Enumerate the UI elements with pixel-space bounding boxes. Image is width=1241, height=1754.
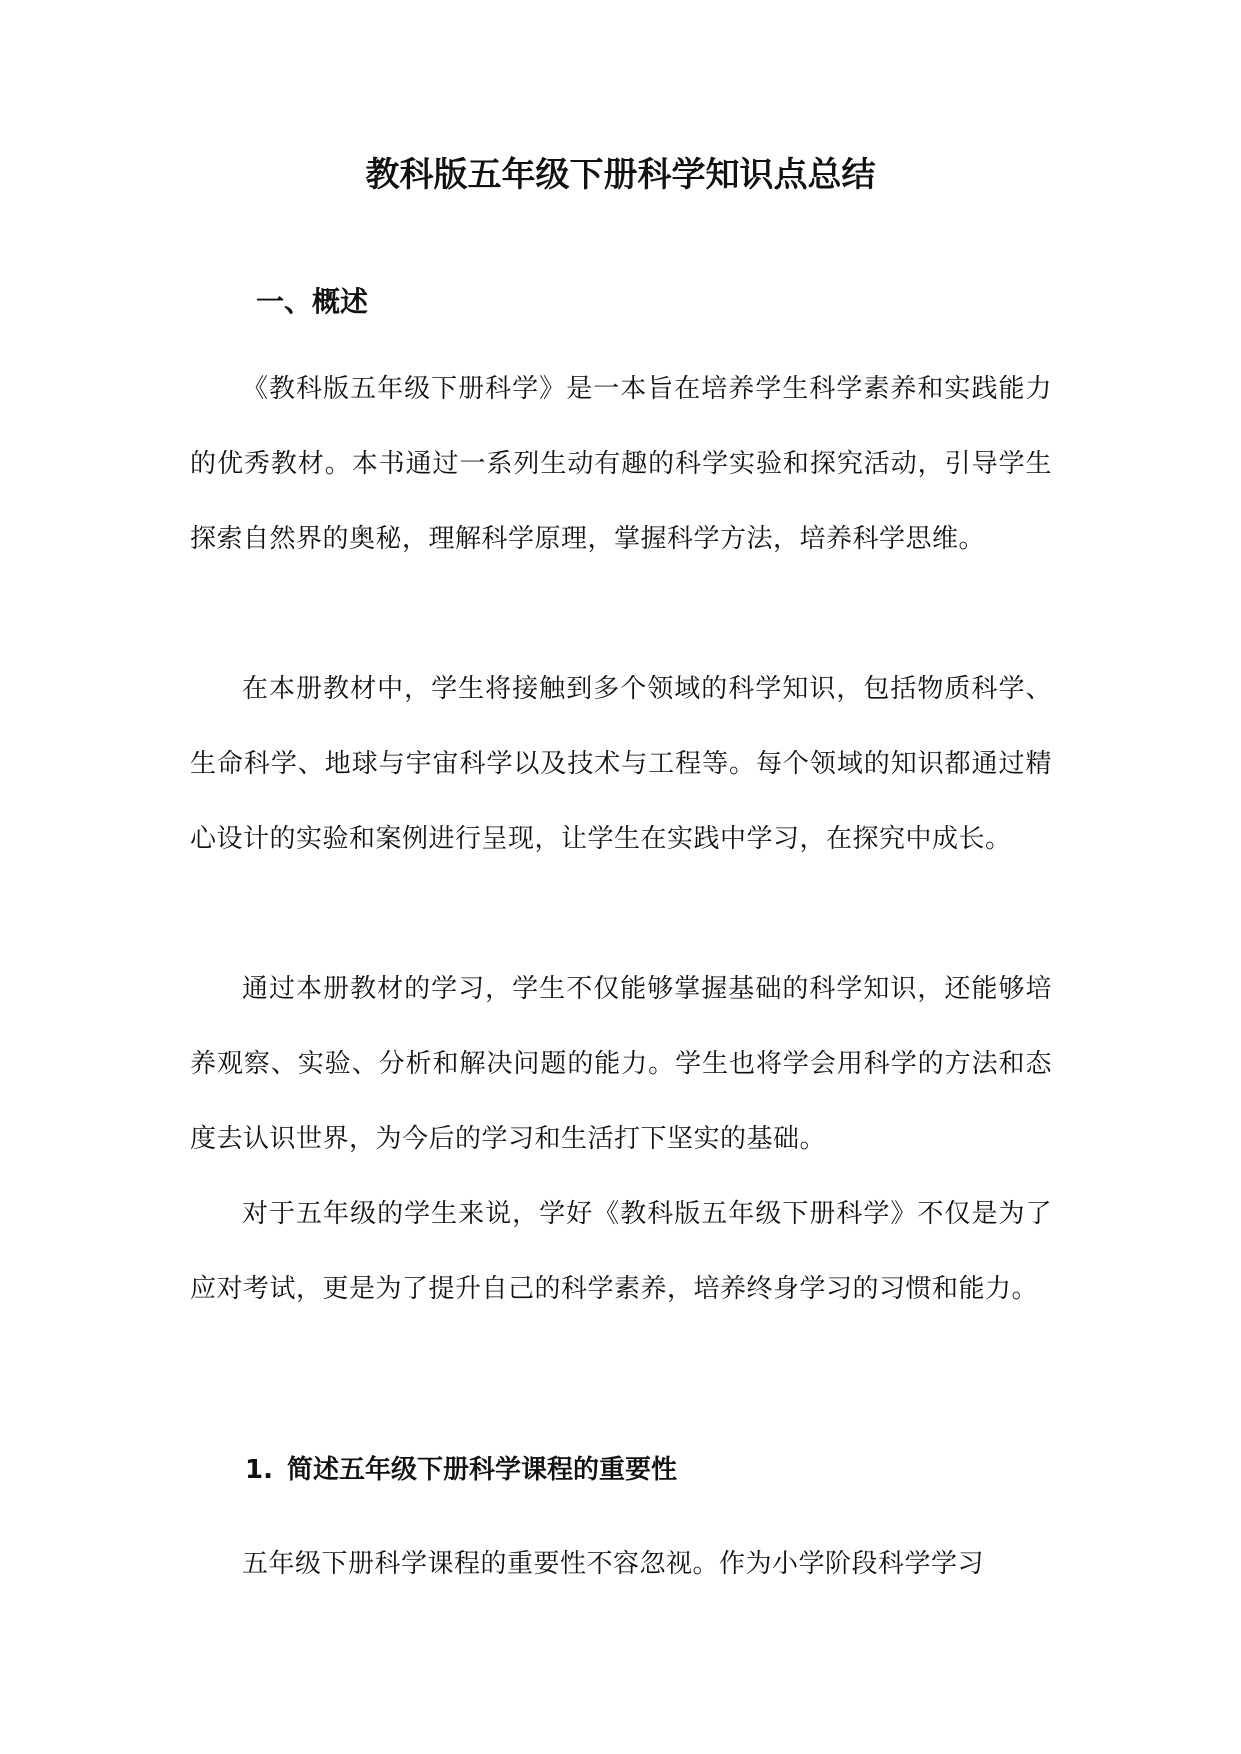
paragraph-1: 《教科版五年级下册科学》是一本旨在培养学生科学素养和实践能力的优秀教材。本书通过一系列生动有趣的科学实验和探究活动，引导学生探索自然界的奥秘，理解科学原理，掌握科学方法，培养科学思维。 [190,374,1052,554]
paragraph-4: 对于五年级的学生来说，学好《教科版五年级下册科学》不仅是为了应对考试，更是为了提升自己的科学素养，培养终身学习的习惯和能力。 [190,1199,1052,1304]
document-title: 教科版五年级下册科学知识点总结 [365,155,876,195]
paragraph-5: 五年级下册科学课程的重要性不容忽视。作为小学阶段科学学习 [242,1549,985,1579]
paragraph-3: 通过本册教材的学习，学生不仅能够掌握基础的科学知识，还能够培养观察、实验、分析和解决问题的能力。学生也将学会用科学的方法和态度去认识世界，为今后的学习和生活打下坚实的基础。 [190,974,1052,1154]
section-heading-overview: 一、概述 [256,285,369,318]
subsection-number: 1. [245,1455,273,1485]
subsection-heading [245,1450,677,1490]
subsection-title: 简述五年级下册科学课程的重要性 [287,1455,678,1485]
paragraph-2: 在本册教材中，学生将接触到多个领域的科学知识，包括物质科学、生命科学、地球与宇宙科学以及技术与工程等。每个领域的知识都通过精心设计的实验和案例进行呈现，让学生在实践中学习，在探究中成长。 [190,674,1052,854]
